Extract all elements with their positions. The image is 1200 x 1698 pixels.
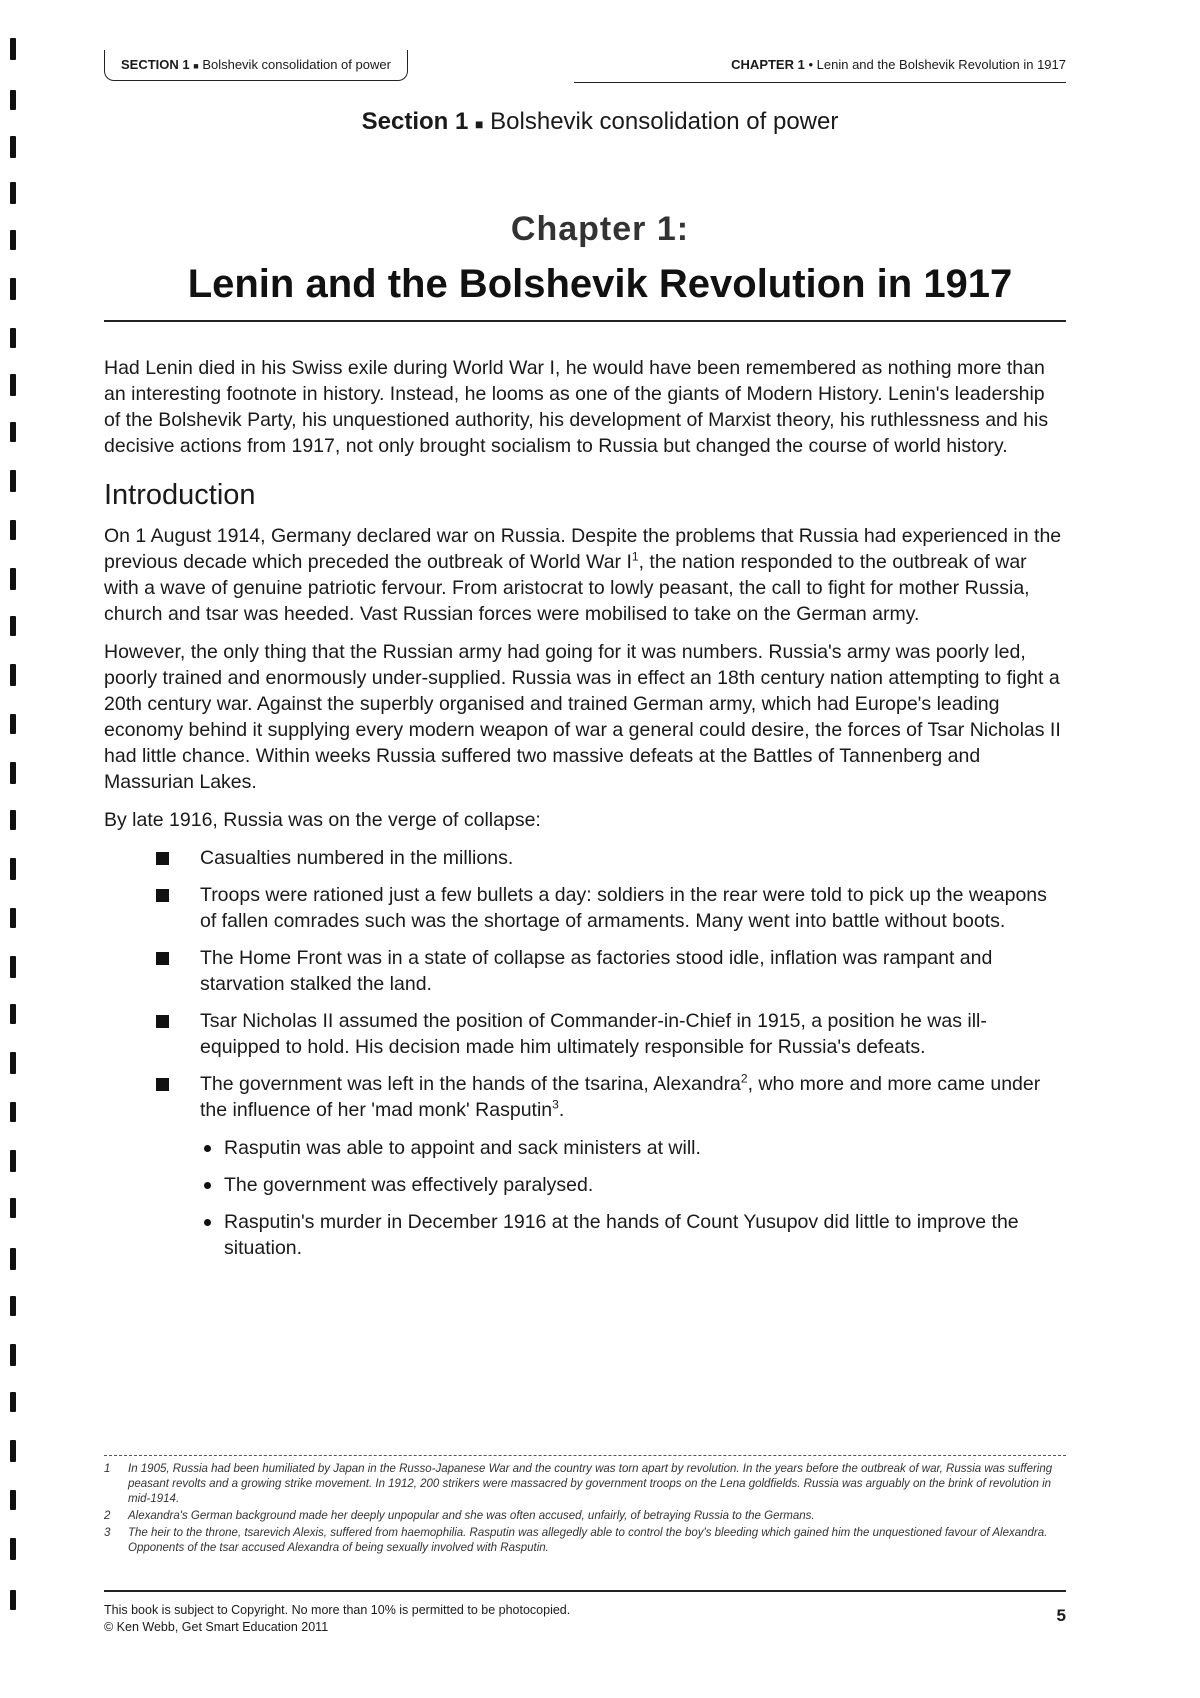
footnote: 3 The heir to the throne, tsarevich Alexis, suffered from haemophilia. Rasputin was allegedly able to control the boy's bleeding which gained him the unquestioned favour of Alexandra. Opponents of the tsar accused Alexandra of being sexually involved with Rasputin. — [104, 1527, 1048, 1554]
footnote-ref-1[interactable]: 1 — [631, 549, 639, 564]
sub-list-item: The government was effectively paralysed. — [200, 1172, 1066, 1198]
header-rule — [574, 82, 1066, 83]
footnote: 1 In 1905, Russia had been humiliated by Japan in the Russo-Japanese War and the country was torn apart by revolution. In the years before the outbreak of war, Russia was suffering peasant revolts and a growing strike movement. In 1912, 200 strikers were massacred by government troops on the Lena goldfields. Russia was arguably on the brink of revolution in mid-1914. — [104, 1463, 1053, 1505]
footnote-ref-2[interactable]: 2 — [740, 1071, 748, 1086]
footnote-ref-3[interactable]: 3 — [552, 1097, 559, 1112]
section-title: Section 1 ■ Bolshevik consolidation of power — [361, 108, 839, 135]
footnote: 2 Alexandra's German background made her deeply unpopular and she was often accused, unfairly, of betraying Russia to the Germans. — [104, 1510, 815, 1522]
copyright-notice: This book is subject to Copyright. No more than 10% is permitted to be photocopied. © Ken Webb, Get Smart Education 2011 — [104, 1603, 571, 1634]
sub-list-item: Rasputin's murder in December 1916 at the hands of Count Yusupov did little to improve the situation. — [200, 1209, 1066, 1261]
introduction-paragraph-1: On 1 August 1914, Germany declared war on Russia. Despite the problems that Russia had experienced in the previous decade which preceded the outbreak of World War $I^1$, the nation responded to the outbreak of war with a wave of genuine patriotic fervour. From aristocrat to lowly peasant, the call to fight for mother Russia, church and tsar was heeded. Vast Russian forces were mobilised to take on the German army. — [104, 525, 1062, 625]
introduction-paragraph-2: However, the only thing that the Russian army had going for it was numbers. Russia's army was poorly led, poorly trained and enormously under-supplied. Russia was in effect an 18th century nation attempting to fight a 20th century war. Against the superbly organised and trained German army, which had Europe's leading economy behind it supplying every modern weapon of war a general could desire, the forces of Tsar Nicholas II had little chance. Within weeks Russia suffered two massive defeats at the Battles of Tannenberg and Massurian Lakes. — [104, 641, 1061, 793]
footer-rule — [104, 1590, 1066, 1592]
list-item: Casualties numbered in the millions. — [104, 845, 1066, 871]
list-item: Tsar Nicholas II assumed the position of Commander-in-Chief in 1915, a position he was ill-equipped to hold. His decision made him ultimately responsible for Russia's defeats. — [104, 1008, 1066, 1060]
list-item: The Home Front was in a state of collapse as factories stood idle, inflation was rampant and starvation stalked the land. — [104, 945, 1066, 997]
chapter-label: Chapter 1: — [510, 210, 690, 248]
running-header-section: SECTION 1 ■ Bolshevik consolidation of power — [104, 50, 408, 81]
list-item: Troops were rationed just a few bullets a day: soldiers in the rear were told to pick up the weapons of fallen comrades such was the shortage of armaments. Many went into battle without boots. — [104, 882, 1066, 934]
footnote-rule — [104, 1455, 1066, 1456]
footnotes — [104, 1462, 1066, 1558]
opening-paragraph: Had Lenin died in his Swiss exile during World War I, he would have been remembered as nothing more than an interesting footnote in history. Instead, he looms as one of the giants of Modern History. Lenin's leadership of the Bolshevik Party, his unquestioned authority, his development of Marxist theory, his ruthlessness and his decisive actions from 1917, not only brought socialism to Russia but changed the course of world history. — [104, 357, 1049, 457]
chapter-title: Lenin and the Bolshevik Revolution in 1917 — [187, 262, 1013, 306]
rasputin-sub-list — [200, 1135, 1066, 1261]
list-item: The government was left in the hands of the tsarina, Alexandra$^2$, who more and more came under the influence of her 'mad monk' Rasputin$^3$. Rasputin was able to appoint and sack ministers at will. The government was effectively paralysed. Rasputin's murder in December 1916 at the hands of Count Yusupov did little to improve the situation. — [104, 1071, 1066, 1261]
page-number: 5 — [1056, 1606, 1066, 1625]
sub-list-item: Rasputin was able to appoint and sack ministers at will. — [200, 1135, 1066, 1161]
introduction-paragraph-3: By late 1916, Russia was on the verge of collapse: — [104, 809, 541, 831]
running-header-chapter: CHAPTER 1 • Lenin and the Bolshevik Revolution in 1917 — [731, 57, 1066, 72]
running-header — [104, 50, 1066, 84]
title-rule — [104, 320, 1066, 322]
body-text — [104, 355, 1066, 1272]
introduction-heading: Introduction — [104, 479, 256, 511]
collapse-bullet-list — [104, 845, 1066, 1261]
